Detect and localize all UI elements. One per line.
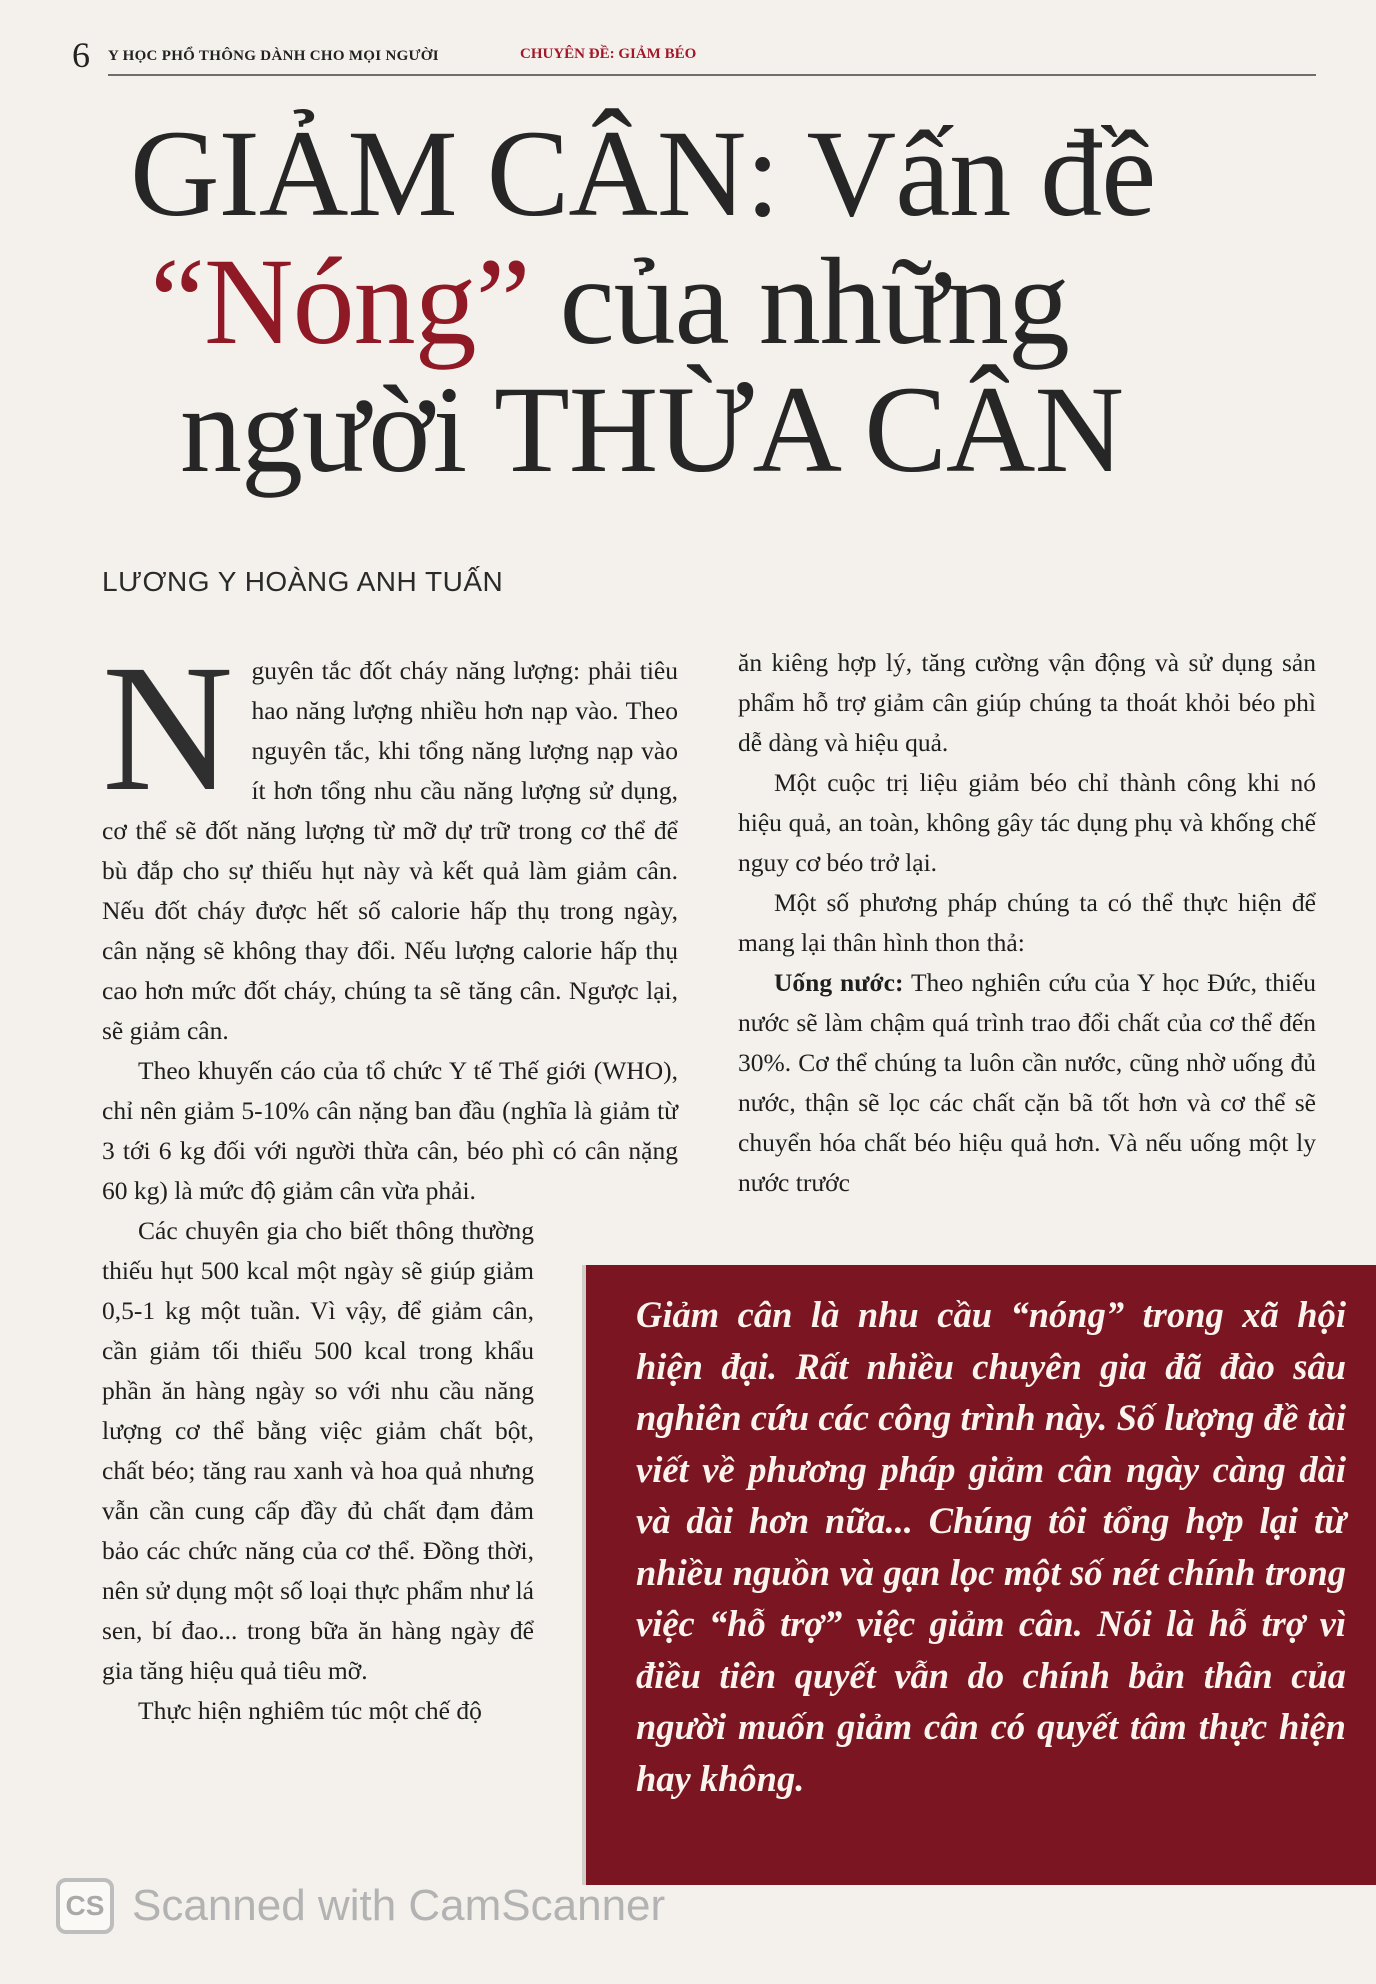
right-paragraph-4: [738, 963, 1316, 1203]
headline-line-2: [130, 233, 1320, 370]
headline-line-1: GIẢM CÂN: Vấn đề: [130, 105, 1156, 242]
drop-cap: N: [102, 628, 234, 829]
left-paragraph-1-text: guyên tắc đốt cháy năng lượng: phải tiêu hao năng lượng nhiều hơn nạp vào. Theo nguyên tắc, khi tổng năng lượng nạp vào ít hơn tổng nhu cầu năng lượng sử dụng, cơ thể sẽ đốt năng lượng từ mỡ dự trữ trong cơ thể để bù đắp cho sự thiếu hụt này và kết quả làm giảm cân. Nếu đốt cháy được hết số calorie hấp thụ trong ngày, cân nặng sẽ không thay đổi. Nếu lượng calorie hấp thụ cao hơn mức đốt cháy, chúng ta sẽ tăng cân. Ngược lại, sẽ giảm cân.: [102, 656, 678, 1045]
left-paragraph-2: Theo khuyến cáo của tổ chức Y tế Thế giới (WHO), chỉ nên giảm 5-10% cân nặng ban đầu (nghĩa là giảm từ 3 tới 6 kg đối với người thừa cân, béo phì có cân nặng 60 kg) là mức độ giảm cân vừa phải.: [102, 1056, 678, 1205]
subheading-uong-nuoc: Uống nước:: [774, 968, 904, 997]
right-paragraph-2: Một cuộc trị liệu giảm béo chỉ thành công khi nó hiệu quả, an toàn, không gây tác dụng phụ và khống chế nguy cơ béo trở lại.: [738, 768, 1316, 877]
headline-line-3: người THỪA CÂN: [180, 361, 1124, 498]
header-rule: [108, 74, 1316, 76]
left-paragraph-3: Các chuyên gia cho biết thông thường thiếu hụt 500 kcal một ngày sẽ giúp giảm 0,5-1 kg một tuần. Vì vậy, để giảm cân, cần giảm tối thiểu 500 kcal trong khẩu phần ăn hàng ngày so với nhu cầu năng lượng cơ thể bằng việc giảm chất bột, chất béo; tăng rau xanh và hoa quả nhưng vẫn cần cung cấp đầy đủ chất đạm đảm bảo các chức năng của cơ thể. Đồng thời, nên sử dụng một số loại thực phẩm như lá sen, bí đao... trong bữa ăn hàng ngày để gia tăng hiệu quả tiêu mỡ.: [102, 1216, 534, 1685]
right-paragraph-3: Một số phương pháp chúng ta có thể thực hiện để mang lại thân hình thon thả:: [738, 888, 1316, 957]
publication-name: Y HỌC PHỔ THÔNG DÀNH CHO MỌI NGƯỜI: [108, 48, 439, 64]
headline-line-2-rest: của những: [529, 233, 1069, 370]
page-number: 6: [72, 35, 90, 75]
right-text-column: [738, 643, 1316, 1203]
pull-quote-text: Giảm cân là nhu cầu “nóng” trong xã hội hiện đại. Rất nhiều chuyên gia đã đào sâu nghiên cứu các công trình này. Số lượng đề tài viết về phương pháp giảm cân ngày càng dài và dài hơn nữa... Chúng tôi tổng hợp lại từ nhiều nguồn và gạn lọc một số nét chính trong việc “hỗ trợ” việc giảm cân. Nói là hỗ trợ vì điều tiên quyết vẫn do chính bản thân của người muốn giảm cân có quyết tâm thực hiện hay không.: [636, 1294, 1346, 1799]
running-header: [72, 34, 1316, 74]
left-paragraph-4: Thực hiện nghiêm túc một chế độ: [138, 1696, 482, 1725]
author-byline: LƯƠNG Y HOÀNG ANH TUẤN: [102, 566, 504, 597]
camscanner-watermark: [56, 1876, 665, 1936]
watermark-text: Scanned with CamScanner: [132, 1881, 666, 1930]
right-paragraph-1: ăn kiêng hợp lý, tăng cường vận động và sử dụng sản phẩm hỗ trợ giảm cân giúp chúng ta thoát khỏi béo phì dễ dàng và hiệu quả.: [738, 648, 1316, 757]
camscanner-logo-icon: CS: [56, 1878, 114, 1934]
pull-quote-box: [586, 1265, 1376, 1885]
article-headline: [130, 105, 1320, 498]
section-topic: CHUYÊN ĐỀ: GIẢM BÉO: [520, 46, 697, 62]
right-paragraph-4-text: Theo nghiên cứu của Y học Đức, thiếu nước sẽ làm chậm quá trình trao đổi chất của cơ thể đến 30%. Cơ thể chúng ta luôn cần nước, cũng nhờ uống đủ nước, thận sẽ lọc các chất cặn bã tốt hơn và cơ thể sẽ chuyển hóa chất béo hiệu quả hơn. Và nếu uống một ly nước trước: [738, 968, 1316, 1197]
left-paragraph-1: [102, 628, 678, 1051]
headline-hot-word: “Nóng”: [150, 233, 530, 370]
